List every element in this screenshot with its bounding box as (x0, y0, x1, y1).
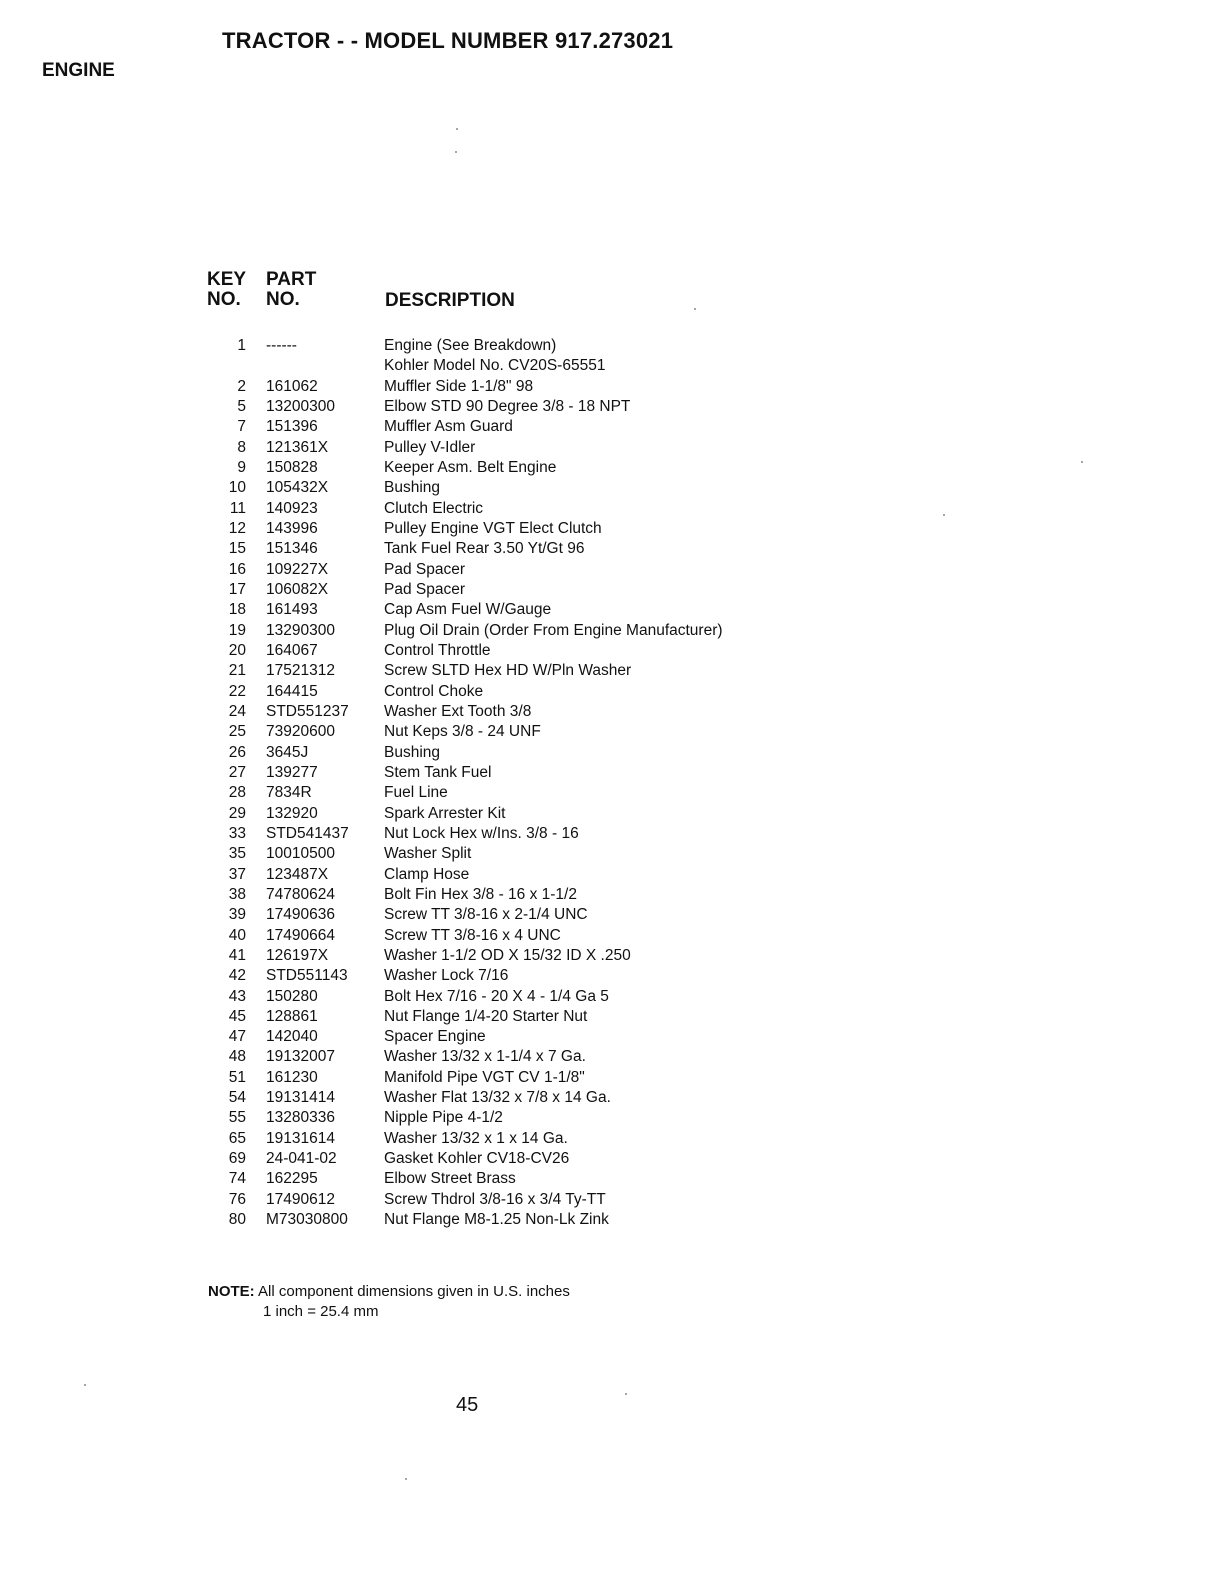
part-no-cell: 19132007 (266, 1048, 335, 1066)
table-row (200, 1068, 800, 1088)
description-line: Control Choke (384, 682, 484, 700)
description-cell (384, 946, 631, 966)
description-line: Washer Lock 7/16 (384, 967, 509, 985)
key-no-cell: 28 (228, 784, 246, 802)
description-line: Stem Tank Fuel (384, 763, 492, 781)
key-no-cell: 2 (237, 377, 246, 395)
table-row (200, 865, 800, 885)
key-no-cell: 54 (228, 1089, 246, 1107)
description-line: Keeper Asm. Belt Engine (384, 458, 557, 476)
description-cell (384, 1169, 516, 1189)
table-row (200, 743, 800, 763)
description-cell (384, 397, 630, 417)
page-number: 45 (456, 1394, 479, 1416)
description-line: Washer Flat 13/32 x 7/8 x 14 Ga. (384, 1089, 611, 1107)
description-cell (384, 1129, 568, 1149)
part-no-cell: 19131414 (266, 1089, 335, 1107)
part-no-cell: 143996 (266, 519, 318, 537)
key-no-cell: 26 (228, 743, 246, 761)
part-no-cell: 139277 (266, 763, 318, 781)
table-row (200, 539, 800, 559)
table-row (200, 783, 800, 803)
description-line: Pad Spacer (384, 580, 465, 598)
description-line: Pulley V-Idler (384, 438, 476, 456)
note-label: NOTE: (208, 1283, 255, 1300)
part-no-cell: STD551143 (266, 967, 348, 985)
table-row (200, 987, 800, 1007)
table-row (200, 600, 800, 620)
key-no-cell: 18 (228, 601, 246, 619)
description-cell (384, 682, 483, 702)
description-line: Manifold Pipe VGT CV 1-1/8" (384, 1068, 585, 1086)
key-no-cell: 27 (228, 763, 246, 781)
key-no-cell: 9 (237, 458, 246, 476)
description-cell (384, 499, 483, 519)
parts-list (200, 336, 800, 1230)
part-no-cell: 13280336 (266, 1109, 335, 1127)
key-no-cell: 55 (228, 1109, 246, 1127)
table-row (200, 885, 800, 905)
description-cell (384, 1190, 606, 1210)
part-no-cell: 17490636 (266, 906, 335, 924)
description-line: Bushing (384, 743, 441, 761)
part-no-cell: 126197X (266, 946, 329, 964)
key-no-cell: 74 (228, 1170, 246, 1188)
part-no-cell: 150828 (266, 458, 318, 476)
description-cell (384, 987, 609, 1007)
key-no-cell: 37 (228, 865, 246, 883)
description-line: Washer 1-1/2 OD X 15/32 ID X .250 (384, 946, 631, 964)
key-no-cell: 12 (228, 519, 246, 537)
part-no-cell: 74780624 (266, 885, 335, 903)
description-cell (384, 539, 584, 559)
note-line1: All component dimensions given in U.S. inches (258, 1283, 570, 1300)
part-no-cell: 151396 (266, 418, 318, 436)
description-cell (384, 1027, 486, 1047)
key-no-cell: 48 (228, 1048, 246, 1066)
key-no-header (207, 270, 246, 310)
table-row (200, 621, 800, 641)
part-no-cell: 150280 (266, 987, 318, 1005)
description-cell (384, 865, 469, 885)
scan-speck (455, 151, 457, 153)
description-line: Plug Oil Drain (Order From Engine Manufacturer) (384, 621, 723, 639)
key-no-cell: 1 (237, 337, 246, 354)
key-no-cell: 25 (228, 723, 246, 741)
description-cell (384, 844, 471, 864)
part-no-cell: 161230 (266, 1068, 318, 1086)
description-line: Nut Flange 1/4-20 Starter Nut (384, 1007, 588, 1025)
part-no-cell: 151346 (266, 540, 318, 558)
part-no-header (266, 270, 316, 310)
key-no-cell: 33 (228, 824, 246, 842)
part-header-line1: PART (266, 269, 317, 290)
part-no-cell: 13200300 (266, 397, 335, 415)
key-no-cell: 45 (228, 1007, 246, 1025)
table-row (200, 661, 800, 681)
key-no-cell: 11 (229, 499, 246, 517)
part-header-line2: NO. (266, 289, 300, 310)
table-row (200, 641, 800, 661)
table-row (200, 1088, 800, 1108)
key-no-cell: 43 (228, 987, 246, 1005)
scan-speck (694, 308, 696, 310)
key-no-cell: 65 (228, 1129, 246, 1147)
key-no-cell: 7 (237, 418, 246, 436)
table-row (200, 519, 800, 539)
description-cell (384, 885, 577, 905)
table-row (200, 397, 800, 417)
key-no-cell: 40 (228, 926, 246, 944)
description-cell (384, 438, 475, 458)
description-line: Washer Ext Tooth 3/8 (384, 702, 532, 720)
table-row (200, 1047, 800, 1067)
part-no-cell: 106082X (266, 580, 329, 598)
section-heading: ENGINE (42, 60, 115, 81)
table-row (200, 824, 800, 844)
part-no-cell: 164415 (266, 682, 318, 700)
table-row (200, 966, 800, 986)
key-no-cell: 22 (228, 682, 246, 700)
part-no-cell: M73030800 (266, 1211, 348, 1229)
description-line: Clutch Electric (384, 499, 484, 517)
description-cell (384, 763, 491, 783)
part-no-cell: 105432X (266, 479, 329, 497)
description-cell (384, 743, 440, 763)
table-row (200, 804, 800, 824)
description-cell (384, 458, 556, 478)
description-line: Kohler Model No. CV20S-65551 (384, 357, 606, 375)
description-cell (384, 1047, 586, 1067)
description-cell (384, 926, 561, 946)
key-no-cell: 16 (228, 560, 246, 578)
description-line: Muffler Side 1-1/8" 98 (384, 377, 534, 395)
key-no-cell: 47 (228, 1028, 246, 1046)
description-line: Screw Thdrol 3/8-16 x 3/4 Ty-TT (384, 1190, 606, 1208)
key-no-cell: 8 (237, 438, 246, 456)
key-no-cell: 42 (228, 967, 246, 985)
description-cell (384, 905, 588, 925)
description-cell (384, 377, 533, 397)
table-row (200, 438, 800, 458)
table-row (200, 682, 800, 702)
key-no-cell: 10 (228, 479, 246, 497)
description-cell (384, 336, 605, 377)
table-row (200, 336, 800, 377)
part-no-cell: 109227X (266, 560, 329, 578)
description-cell (384, 1108, 503, 1128)
description-line: Tank Fuel Rear 3.50 Yt/Gt 96 (384, 540, 585, 558)
description-cell (384, 580, 465, 600)
part-no-cell: 142040 (266, 1028, 318, 1046)
table-row (200, 1129, 800, 1149)
table-row (200, 1027, 800, 1047)
table-row (200, 844, 800, 864)
key-no-cell: 80 (228, 1211, 246, 1229)
table-row (200, 926, 800, 946)
part-no-cell: 162295 (266, 1170, 318, 1188)
scan-speck (625, 1393, 627, 1395)
key-header-line1: KEY (207, 269, 247, 290)
scan-speck (456, 128, 458, 130)
description-cell (384, 417, 513, 437)
part-no-cell: 3645J (266, 743, 309, 761)
part-no-cell: 132920 (266, 804, 318, 822)
part-no-cell: 73920600 (266, 723, 335, 741)
part-no-cell: 19131614 (266, 1129, 335, 1147)
description-line: Nipple Pipe 4-1/2 (384, 1109, 503, 1127)
key-no-cell: 76 (228, 1190, 246, 1208)
key-no-cell: 24 (228, 702, 246, 720)
scan-speck (84, 1384, 86, 1386)
description-cell (384, 621, 723, 641)
description-line: Bushing (384, 479, 441, 497)
description-cell (384, 966, 508, 986)
description-line: Elbow Street Brass (384, 1170, 516, 1188)
description-line: Nut Lock Hex w/Ins. 3/8 - 16 (384, 824, 579, 842)
table-row (200, 377, 800, 397)
part-no-cell: 161062 (266, 377, 318, 395)
part-no-cell: 24-041-02 (266, 1150, 337, 1168)
key-no-cell: 35 (228, 845, 246, 863)
description-header: DESCRIPTION (385, 290, 515, 311)
description-line: Screw TT 3/8-16 x 4 UNC (384, 926, 561, 944)
description-line: Bolt Hex 7/16 - 20 X 4 - 1/4 Ga 5 (384, 987, 609, 1005)
description-line: Spark Arrester Kit (384, 804, 506, 822)
key-no-cell: 15 (228, 540, 246, 558)
description-line: Clamp Hose (384, 865, 470, 883)
part-no-cell: 17490612 (266, 1190, 335, 1208)
key-no-cell: 29 (228, 804, 246, 822)
key-no-cell: 21 (228, 662, 246, 680)
description-cell (384, 661, 631, 681)
description-line: Screw SLTD Hex HD W/Pln Washer (384, 662, 632, 680)
description-cell (384, 1068, 585, 1088)
table-row (200, 1149, 800, 1169)
part-no-cell: 140923 (266, 499, 318, 517)
part-no-cell: ------ (266, 337, 297, 354)
part-no-cell: 128861 (266, 1007, 318, 1025)
part-no-cell: 13290300 (266, 621, 335, 639)
description-cell (384, 783, 448, 803)
description-cell (384, 641, 491, 661)
part-no-cell: 123487X (266, 865, 329, 883)
table-row (200, 417, 800, 437)
description-line: Fuel Line (384, 784, 448, 802)
scan-speck (405, 1478, 407, 1480)
table-row (200, 905, 800, 925)
table-row (200, 580, 800, 600)
description-line: Cap Asm Fuel W/Gauge (384, 601, 552, 619)
description-line: Screw TT 3/8-16 x 2-1/4 UNC (384, 906, 588, 924)
table-row (200, 702, 800, 722)
key-header-line2: NO. (207, 289, 241, 310)
table-row (200, 1190, 800, 1210)
description-cell (384, 1210, 609, 1230)
scan-speck (943, 514, 945, 516)
key-no-cell: 69 (228, 1150, 246, 1168)
description-line: Pulley Engine VGT Elect Clutch (384, 519, 602, 537)
table-row (200, 1210, 800, 1230)
part-no-cell: 7834R (266, 784, 312, 802)
table-row (200, 1108, 800, 1128)
description-cell (384, 1088, 611, 1108)
part-no-cell: STD551237 (266, 702, 349, 720)
page-title: TRACTOR - - MODEL NUMBER 917.273021 (222, 28, 674, 53)
description-line: Gasket Kohler CV18-CV26 (384, 1150, 570, 1168)
description-cell (384, 1149, 569, 1169)
note (208, 1282, 570, 1320)
part-no-cell: 17521312 (266, 662, 335, 680)
description-line: Nut Flange M8-1.25 Non-Lk Zink (384, 1211, 609, 1229)
key-no-cell: 17 (228, 580, 246, 598)
scan-speck (1081, 461, 1083, 463)
key-no-cell: 51 (228, 1068, 246, 1086)
description-line: Nut Keps 3/8 - 24 UNF (384, 723, 541, 741)
description-cell (384, 519, 602, 539)
part-no-cell: STD541437 (266, 824, 349, 842)
description-line: Engine (See Breakdown) (384, 337, 557, 354)
part-no-cell: 164067 (266, 641, 318, 659)
description-line: Spacer Engine (384, 1028, 486, 1046)
description-cell (384, 722, 541, 742)
description-line: Pad Spacer (384, 560, 465, 578)
description-cell (384, 560, 465, 580)
description-line: Washer 13/32 x 1 x 14 Ga. (384, 1129, 568, 1147)
table-row (200, 560, 800, 580)
description-line: Washer Split (384, 845, 472, 863)
description-cell (384, 804, 505, 824)
description-line: Bolt Fin Hex 3/8 - 16 x 1-1/2 (384, 885, 577, 903)
description-line: Washer 13/32 x 1-1/4 x 7 Ga. (384, 1048, 586, 1066)
key-no-cell: 19 (228, 621, 246, 639)
key-no-cell: 39 (228, 906, 246, 924)
table-row (200, 1007, 800, 1027)
part-no-cell: 121361X (266, 438, 329, 456)
description-cell (384, 478, 440, 498)
description-line: Control Throttle (384, 641, 491, 659)
key-no-cell: 5 (237, 397, 246, 415)
table-row (200, 763, 800, 783)
description-line: Muffler Asm Guard (384, 418, 513, 436)
table-row (200, 722, 800, 742)
table-row (200, 499, 800, 519)
description-line: Elbow STD 90 Degree 3/8 - 18 NPT (384, 397, 631, 415)
table-row (200, 1169, 800, 1189)
key-no-cell: 41 (228, 946, 246, 964)
part-no-cell: 17490664 (266, 926, 335, 944)
description-cell (384, 1007, 587, 1027)
key-no-cell: 20 (228, 641, 246, 659)
table-row (200, 478, 800, 498)
description-cell (384, 702, 531, 722)
table-row (200, 458, 800, 478)
description-cell (384, 600, 551, 620)
part-no-cell: 161493 (266, 601, 318, 619)
description-cell (384, 824, 579, 844)
key-no-cell: 38 (228, 885, 246, 903)
part-no-cell: 10010500 (266, 845, 335, 863)
table-row (200, 946, 800, 966)
note-line2: 1 inch = 25.4 mm (263, 1303, 379, 1320)
